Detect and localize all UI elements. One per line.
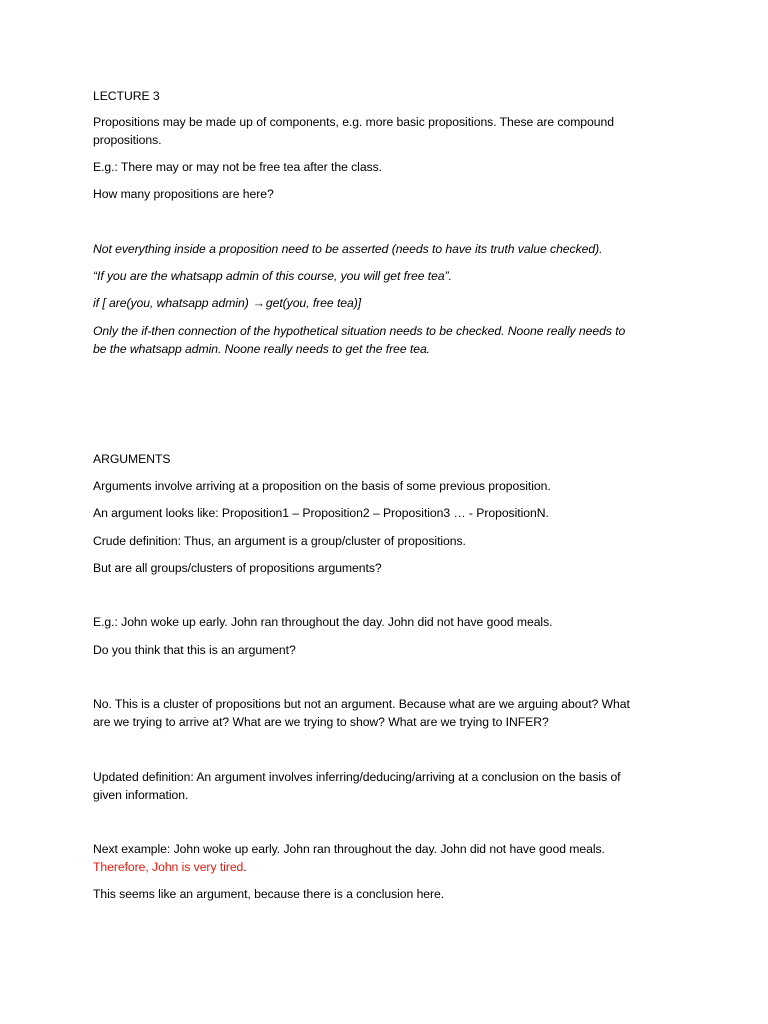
updated-definition-line-2: given information. [93, 788, 189, 802]
updated-definition-line-1: Updated definition: An argument involves inferring/deducing/arriving at a conclusion on the basis of [93, 770, 621, 784]
arguments-answer-line-1: No. This is a cluster of propositions but not an argument. Because what are we arguing about? What [93, 697, 630, 711]
arguments-question: Do you think that this is an argument? [93, 643, 296, 657]
closing-line: This seems like an argument, because there is a conclusion here. [93, 887, 445, 901]
assertion-note: Not everything inside a proposition need to be asserted (needs to have its truth value checked). [93, 242, 603, 256]
assertion-formula [93, 294, 693, 312]
arguments-heading: ARGUMENTS [93, 452, 171, 466]
intro-example: E.g.: There may or may not be free tea after the class. [93, 160, 382, 174]
arguments-answer-line-2: are we trying to arrive at? What are we trying to show? What are we trying to INFER? [93, 715, 549, 729]
arguments-line-4: But are all groups/clusters of propositions arguments? [93, 561, 382, 575]
intro-question: How many propositions are here? [93, 187, 274, 201]
arguments-line-1: Arguments involve arriving at a proposition on the basis of some previous proposition. [93, 479, 551, 493]
assertion-quote: “If you are the whatsapp admin of this course, you will get free tea”. [93, 269, 452, 283]
conclusion-period: . [243, 860, 247, 874]
assertion-explanation-line-1: Only the if-then connection of the hypothetical situation needs to be checked. Noone really needs to [93, 324, 626, 338]
assertion-explanation-line-2: be the whatsapp admin. Noone really needs to get the free tea. [93, 342, 431, 356]
next-example-line: Next example: John woke up early. John ran throughout the day. John did not have good meals. [93, 842, 605, 856]
conclusion-line [93, 858, 693, 876]
formula-suffix: get(you, free tea)] [265, 296, 362, 310]
intro-paragraph-line-2: propositions. [93, 133, 162, 147]
formula-prefix: if [ are(you, whatsapp admin) [93, 296, 249, 310]
lecture-title: LECTURE 3 [93, 89, 160, 103]
conclusion-highlight: Therefore, John is very tired [93, 860, 244, 874]
intro-paragraph-line-1: Propositions may be made up of components, e.g. more basic propositions. These are compound [93, 115, 614, 129]
arguments-line-2: An argument looks like: Proposition1 – Proposition2 – Proposition3 … - PropositionN. [93, 506, 549, 520]
arguments-example: E.g.: John woke up early. John ran throughout the day. John did not have good meals. [93, 615, 553, 629]
right-arrow-icon: → [252, 296, 265, 310]
arguments-line-3: Crude definition: Thus, an argument is a group/cluster of propositions. [93, 534, 466, 548]
